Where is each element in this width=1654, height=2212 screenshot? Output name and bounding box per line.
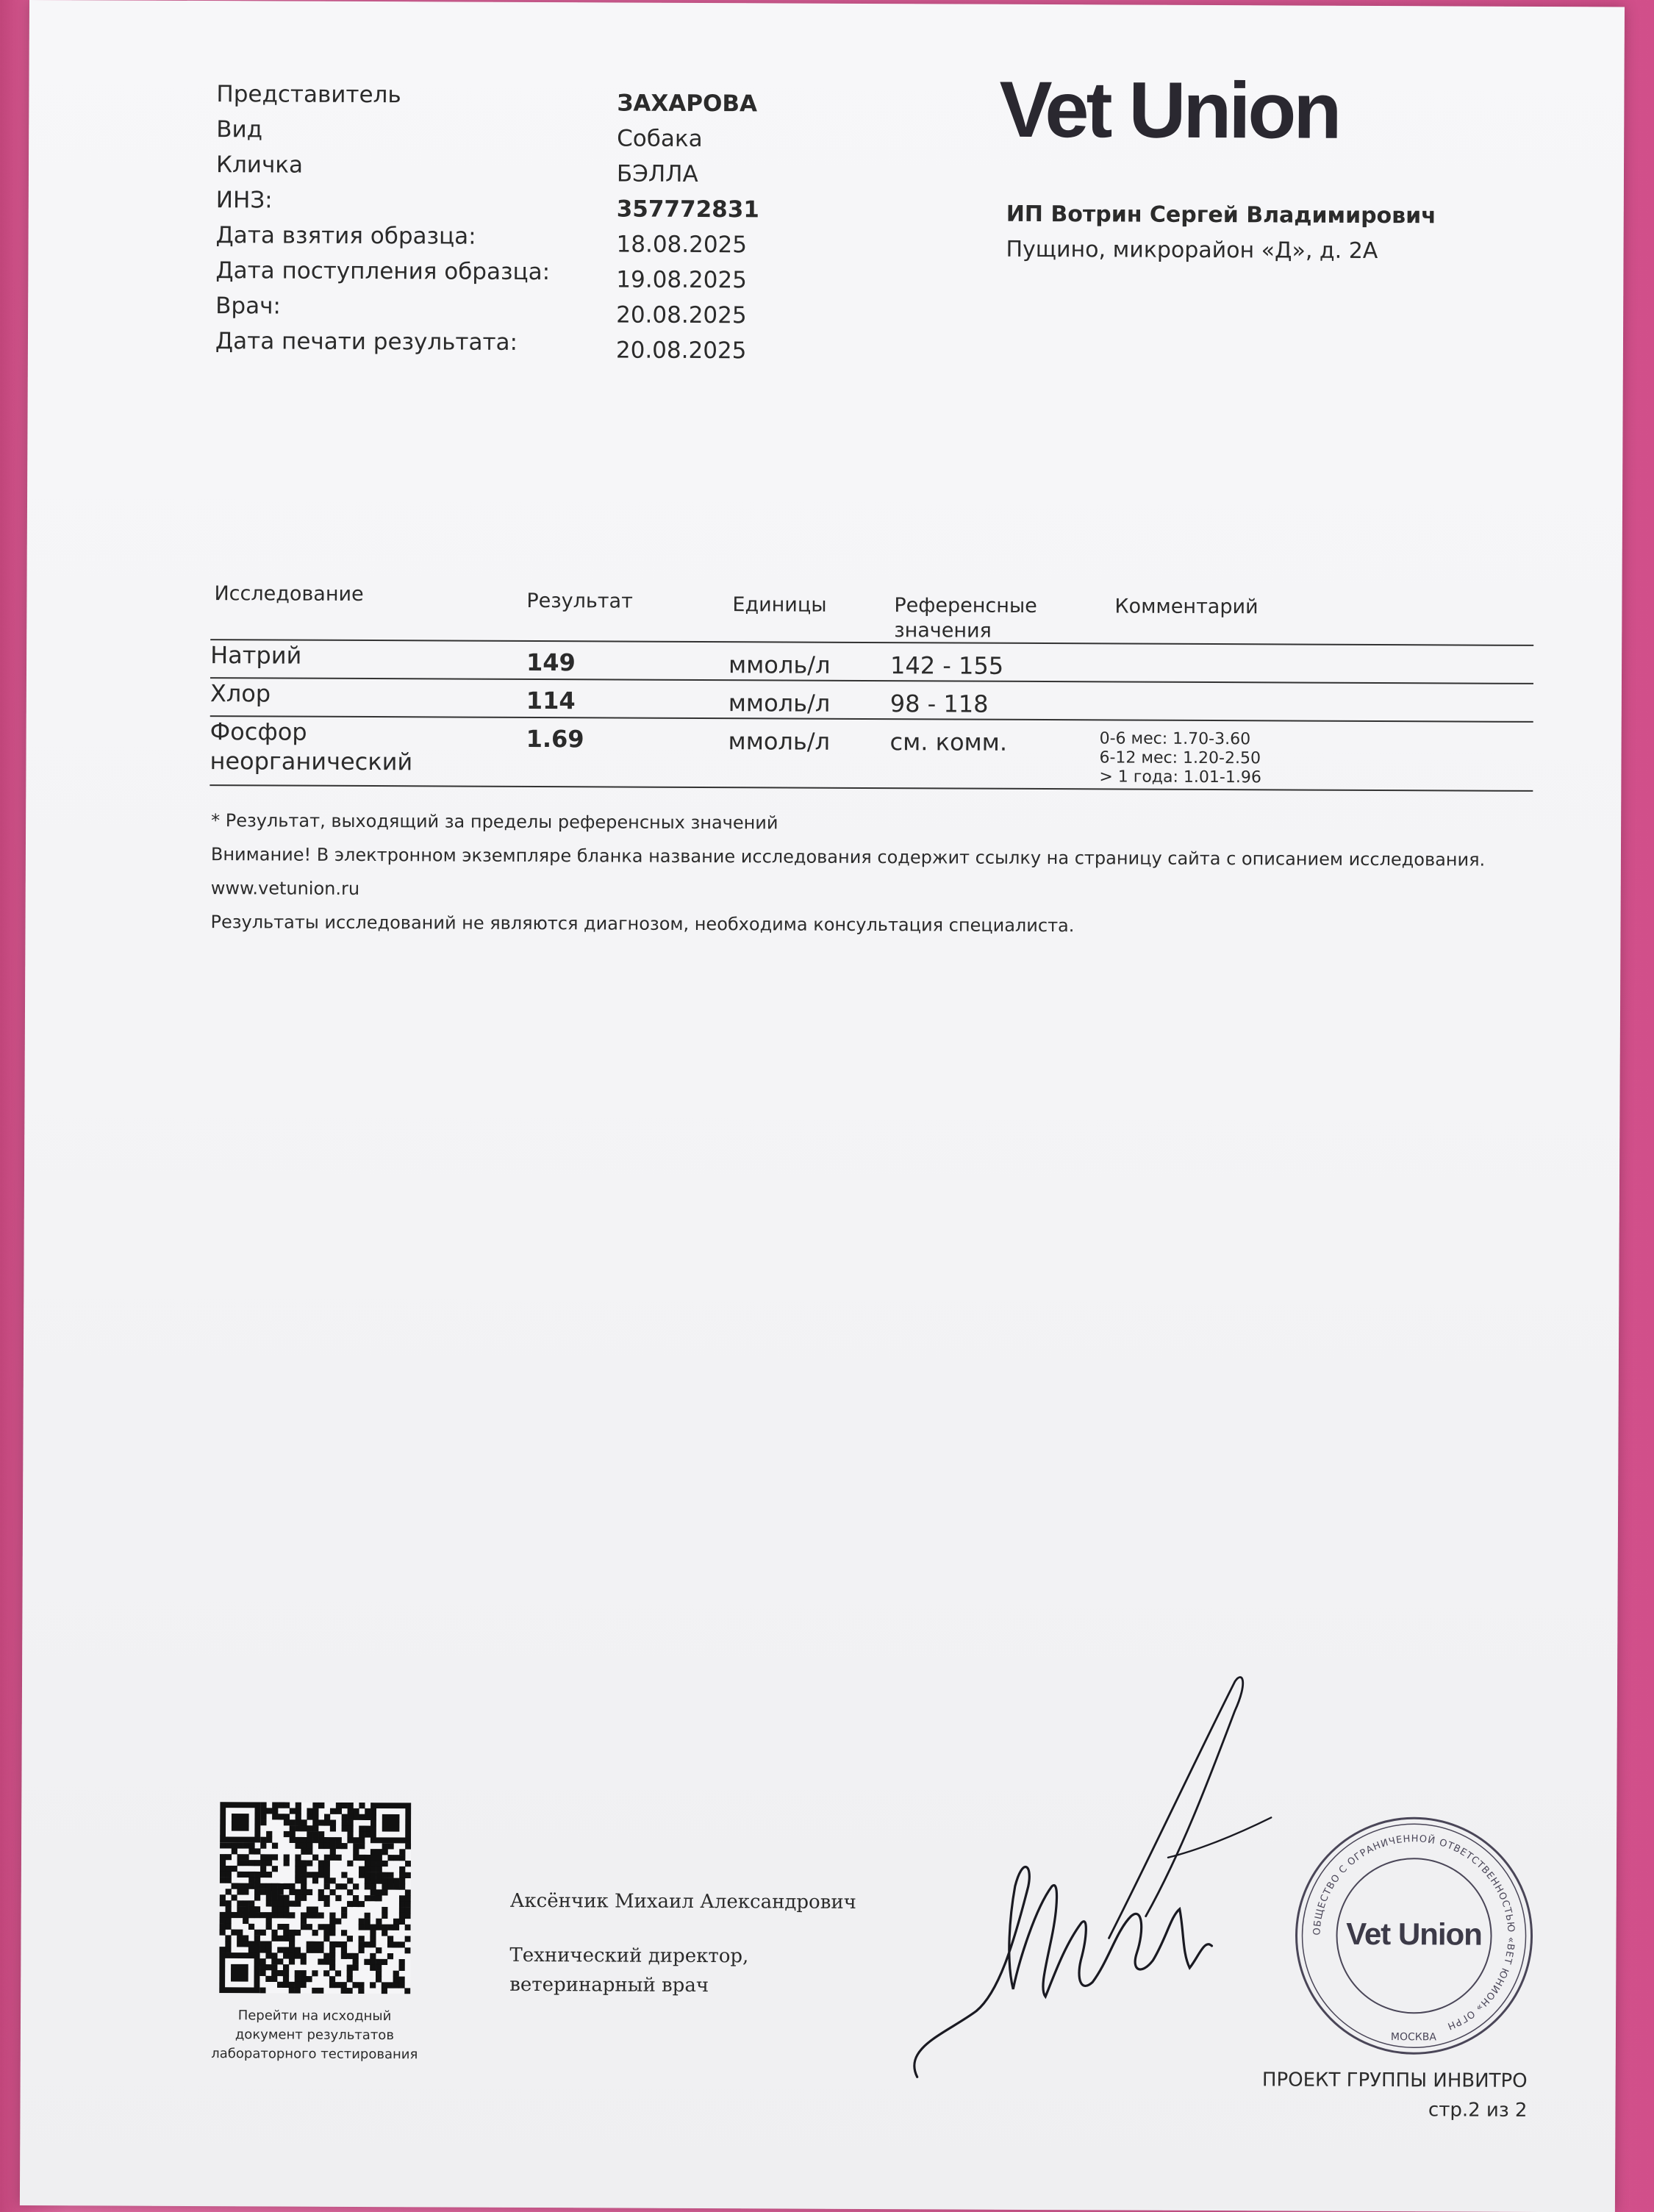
out-of-range-note: * Результат, выходящий за пределы референсных значений [211,810,778,834]
signer-title-line2: ветеринарный врач [509,1973,709,1997]
official-stamp [1289,1811,1539,2061]
value-representative: ЗАХАРОВА [617,90,758,118]
label-species: Вид [216,116,263,143]
stamp-ring-text: ОБЩЕСТВО С ОГРАНИЧЕННОЙ ОТВЕТСТВЕННОСТЬЮ «ВЕТ ЮНИОН» ОГРН [1311,1833,1517,2032]
website-link[interactable]: www.vetunion.ru [210,878,360,899]
row-divider-1 [210,677,1533,684]
row-phosphorus-units: ммоль/л [728,727,831,756]
row-phosphorus-result: 1.69 [526,724,584,754]
signer-title [509,1941,748,2000]
col-header-units: Единицы [732,593,827,617]
col-header-result: Результат [526,589,633,613]
label-received-date: Дата поступления образца: [215,257,551,286]
page-number: стр.2 из 2 [1428,2099,1528,2122]
org-name: ИП Вотрин Сергей Владимирович [1006,201,1436,229]
value-received-date: 19.08.2025 [616,266,747,294]
col-header-reference-line1: Референсные [894,594,1037,618]
qr-code-image [219,1802,411,1994]
label-pet-name: Кличка [215,151,304,179]
disclaimer-note: Результаты исследований не являются диагнозом, необходима консультация специалиста. [210,912,1075,937]
label-sample-date: Дата взятия образца: [215,222,476,250]
notes-block [210,803,1485,945]
header-labels [215,76,551,360]
value-inz: 357772831 [616,196,759,223]
attention-note: Внимание! В электронном экземпляре бланка название исследования содержит ссылку на страницу сайта с описанием исследования. [210,844,1486,870]
handwritten-signature [888,1665,1302,2108]
value-pet-name: БЭЛЛА [616,160,698,187]
row-sodium-test: Натрий [210,641,302,670]
qr-caption-line3: лабораторного тестирования [211,2046,418,2063]
comment-line: > 1 года: 1.01-1.96 [1099,767,1261,787]
row-phosphorus-test-line2: неорганический [210,747,413,776]
row-phosphorus-test [210,717,412,776]
col-header-reference-line2: значения [894,619,992,643]
col-header-test: Исследование [214,582,364,606]
label-doctor: Врач: [215,293,281,320]
org-address: Пущино, микрорайон «Д», д. 2А [1006,236,1378,265]
qr-caption-line2: документ результатов [235,2027,395,2044]
row-sodium-reference: 142 - 155 [889,651,1004,680]
value-doctor: 20.08.2025 [616,301,747,329]
table-header-divider [210,639,1533,646]
row-chlorine-units: ммоль/л [728,689,831,717]
row-chlorine-reference: 98 - 118 [889,690,989,718]
vet-union-logo: Vet Union [999,64,1339,155]
value-print-date: 20.08.2025 [615,337,747,365]
qr-caption-line1: Перейти на исходный [237,2008,392,2025]
row-sodium-result: 149 [526,648,576,677]
signer-name: Аксёнчик Михаил Александрович [509,1889,856,1914]
col-header-comment: Комментарий [1114,595,1259,619]
lab-report-sheet [20,0,1625,2212]
stamp-city: МОСКВА [1390,2031,1436,2044]
row-chlorine-result: 114 [526,686,576,715]
comment-line: 0-6 мес: 1.70-3.60 [1099,729,1251,749]
qr-caption [204,2006,425,2064]
stamp-logo-text: Vet Union [1346,1916,1482,1952]
row-phosphorus-test-line1: Фосфор [210,717,307,746]
row-phosphorus-comment [1099,729,1261,787]
comment-line: 6-12 мес: 1.20-2.50 [1099,748,1261,768]
header-values [616,85,760,368]
col-header-reference [894,593,1037,644]
label-print-date: Дата печати результата: [215,328,518,356]
row-phosphorus-reference: см. комм. [889,728,1008,756]
label-representative: Представитель [216,81,401,109]
row-sodium-units: ммоль/л [728,651,831,679]
value-sample-date: 18.08.2025 [616,231,748,259]
table-bottom-divider [210,784,1533,792]
footer-project: ПРОЕКТ ГРУППЫ ИНВИТРО [1261,2069,1528,2092]
row-chlorine-test: Хлор [210,679,271,708]
signer-title-line1: Технический директор, [509,1944,749,1968]
label-inz: ИНЗ: [215,187,273,214]
value-species: Собака [617,125,703,152]
qr-code[interactable] [219,1802,411,1994]
